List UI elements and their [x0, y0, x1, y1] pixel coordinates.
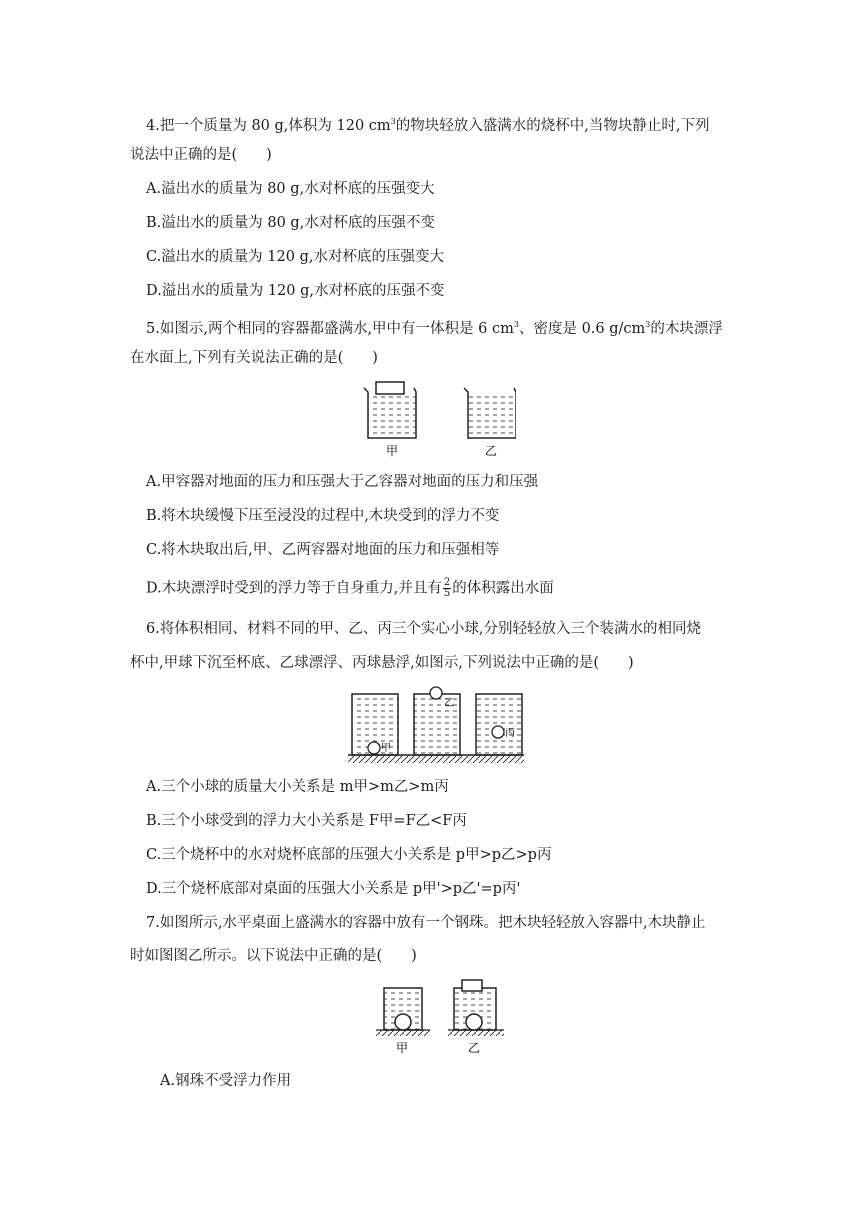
q4-stem-line2: 说法中正确的是( )	[130, 147, 272, 163]
label-jia: 甲	[396, 1041, 409, 1055]
q7-figure	[374, 978, 506, 1060]
label-yi: 乙	[444, 698, 454, 709]
q4-stem-line1: 4.把一个质量为 80 g,体积为 120 $cm^3$的物块轻放入盛满水的烧杯中,当物块静止时,下列	[146, 117, 710, 134]
steel-ball	[466, 1014, 482, 1030]
label-jia: 甲	[386, 444, 399, 458]
label-yi: 乙	[485, 444, 498, 458]
q6-stem-line1: 6.将体积相同、材料不同的甲、乙、丙三个实心小球,分别轻轻放入三个装满水的相同烧	[146, 621, 701, 637]
label-yi: 乙	[468, 1041, 481, 1055]
ball-bing	[492, 726, 504, 738]
q4-option-a: A.溢出水的质量为 80 g,水对杯底的压强变大	[146, 181, 435, 197]
q5-stem-line1: 5.如图示,两个相同的容器都盛满水,甲中有一体积是 6 $cm^3$、密度是 0.6 $g/cm^3$的木块漂浮	[146, 320, 723, 337]
q6-option-b: B.三个小球受到的浮力大小关系是 F甲=F乙<F丙	[146, 813, 467, 829]
wood-block	[462, 980, 482, 991]
q5-option-c: C.将木块取出后,甲、乙两容器对地面的压力和压强相等	[146, 542, 500, 558]
fraction-2-5: $\frac{2}{5}$	[443, 577, 451, 599]
beaker-bing	[476, 694, 522, 755]
q5-option-a: A.甲容器对地面的压力和压强大于乙容器对地面的压力和压强	[146, 474, 539, 490]
q5-option-d: D.木块漂浮时受到的浮力等于自身重力,并且有 $\frac{2}{5}$ 的体积露出水面	[146, 577, 554, 599]
beaker-jia	[364, 382, 416, 438]
beaker-yi	[464, 388, 516, 438]
q6-option-c: C.三个烧杯中的水对烧杯底部的压强大小关系是 p甲>p乙>p丙	[146, 847, 552, 863]
q4-option-d: D.溢出水的质量为 120 g,水对杯底的压强不变	[146, 283, 445, 299]
q6-figure	[348, 684, 524, 764]
q7-stem-line1: 7.如图所示,水平桌面上盛满水的容器中放有一个钢珠。把木块轻轻放入容器中,木块静止	[146, 915, 706, 931]
q4-option-b: B.溢出水的质量为 80 g,水对杯底的压强不变	[146, 215, 435, 231]
label-jia: 甲	[381, 743, 391, 754]
q5-figure	[356, 376, 516, 458]
beaker-jia	[352, 694, 398, 755]
q6-option-d: D.三个烧杯底部对桌面的压强大小关系是 p甲'>p乙'=p丙'	[146, 881, 521, 897]
q5-option-b: B.将木块缓慢下压至浸没的过程中,木块受到的浮力不变	[146, 508, 500, 524]
ball-yi	[430, 687, 442, 699]
q4-option-c: C.溢出水的质量为 120 g,水对杯底的压强变大	[146, 249, 444, 265]
steel-ball	[395, 1014, 411, 1030]
q5-stem-line2: 在水面上,下列有关说法正确的是( )	[130, 350, 378, 366]
q7-option-a: A.钢珠不受浮力作用	[160, 1073, 292, 1089]
q7-stem-line2: 时如图图乙所示。以下说法中正确的是( )	[130, 948, 417, 964]
beaker-yi	[414, 687, 460, 755]
label-bing: 丙	[505, 728, 515, 739]
container-jia	[376, 988, 430, 1055]
container-yi	[448, 980, 504, 1055]
ball-jia	[368, 742, 380, 754]
q6-option-a: A.三个小球的质量大小关系是 m甲>m乙>m丙	[146, 779, 449, 795]
q6-stem-line2: 杯中,甲球下沉至杯底、乙球漂浮、丙球悬浮,如图示,下列说法中正确的是( )	[130, 655, 634, 671]
wood-block	[376, 382, 404, 394]
